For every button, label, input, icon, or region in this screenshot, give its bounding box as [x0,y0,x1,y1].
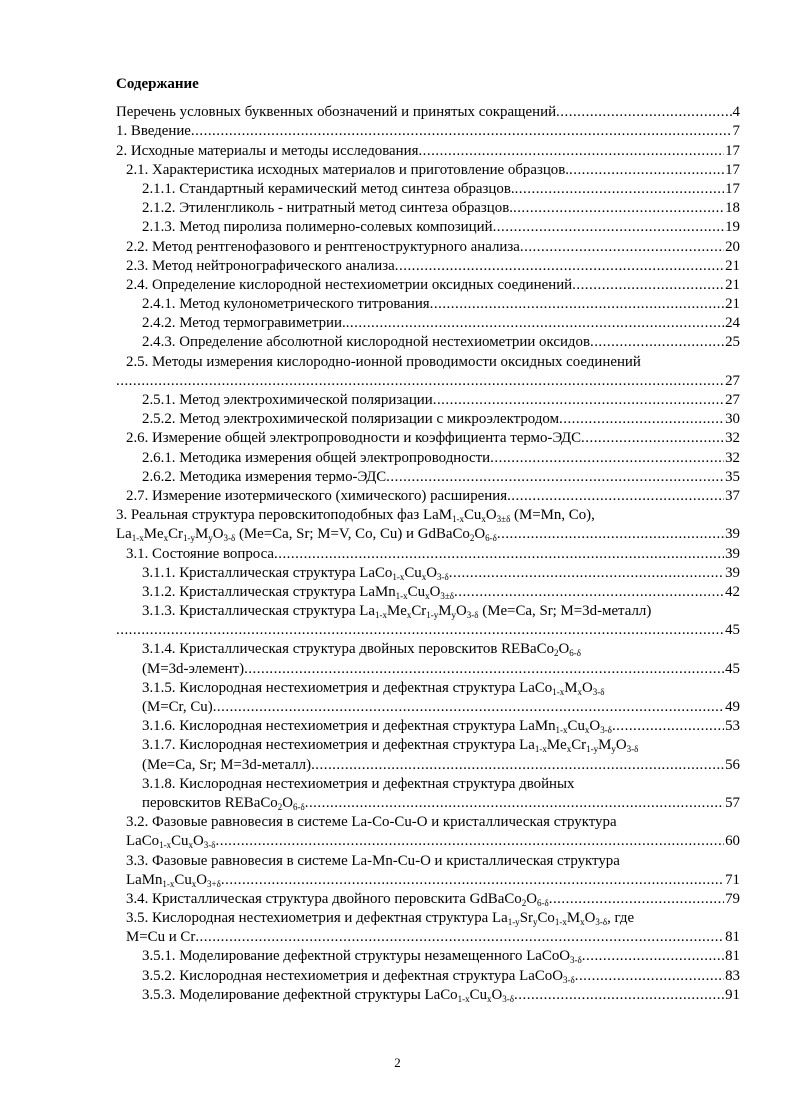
toc-entry-continuation[interactable]: M=Cu и Cr ..... 81 [116,928,740,947]
toc-entry[interactable]: 3.1.1. Кристаллическая структура $LaCo_{1-x}Cu_xO_{3-\delta}$ ..... 39 [116,564,740,583]
formula: $La_{1-x}Me_xCr_{1-y}M_yO_{3-\delta}$ [116,526,236,544]
formula: LaCoO$_{3-\delta}$ [519,967,575,985]
toc-entry[interactable]: 2.4.1. Метод кулонометрического титрования ..... 21 [116,295,740,314]
toc-entry[interactable]: 3.1.7. Кислородная нестехиометрия и дефектная структура $La_{1-x}Me_xCr_{1-y}M_yO_{3-\delta}$ [142,737,639,755]
formula: $LaMn_{1-x}Cu_xO_{3-\delta}$ [519,718,612,736]
toc-entry[interactable]: 2.6.1. Методика измерения общей электропроводности ..... 32 [116,448,740,467]
toc-entry-continuation[interactable]: $La_{1-x}Me_xCr_{1-y}M_yO_{3-\delta}$ (Me=Ca, Sr; M=V, Co, Cu) и $GdBaCo_2O_{6-\delta}$ ..... 39 [116,525,740,544]
toc-entry[interactable]: Перечень условных буквенных обозначений и принятых сокращений ..... 4 [116,103,740,122]
toc-entry[interactable]: 3.5. Кислородная нестехиометрия и дефектная структура $La_{1-y}Sr_yCo_{1-x}M_xO_{3-\delta}$, где [126,910,635,928]
formula: $LaMn_{1-x}Cu_xO_{3+\delta}$ [126,871,221,889]
toc-entry[interactable]: 2.6. Измерение общей электропроводности и коэффициента термо-ЭДС ..... 32 [116,429,740,448]
toc-entry[interactable]: 2.4. Определение кислородной нестехиометрии оксидных соединений ..... 21 [116,276,740,295]
toc-entry[interactable]: 3.1. Состояние вопроса ..... 39 [116,544,740,563]
toc-entry[interactable]: 2.5.1. Метод электрохимической поляризации ..... 27 [116,391,740,410]
formula: $LaCo_{1-x}Cu_xO_{3-\delta}$ [126,833,216,851]
toc-entry[interactable]: 2.1.2. Этиленгликоль - нитратный метод синтеза образцов. ..... 18 [116,199,740,218]
toc-entry[interactable]: 3.5.1. Моделирование дефектной структуры незамещенного LaCoO$_{3-\delta}$ ..... 81 [116,947,740,966]
toc-entry[interactable]: 2.4.2. Метод термогравиметрии. ..... 24 [116,314,740,333]
page-number: 2 [394,1055,401,1070]
formula: $REBaCo_2O_{6-\delta}$ [501,641,582,659]
toc-title: Содержание [116,76,199,92]
formula: $La_{1-x}Me_xCr_{1-y}M_yO_{3-\delta}$ [519,737,639,755]
toc-entry-continuation[interactable]: (Me=Ca, Sr; M=3d-металл) ..... 56 [116,755,740,774]
toc-entry[interactable]: 2.1. Характеристика исходных материалов и приготовление образцов. ..... 17 [116,161,740,180]
toc-entry[interactable]: 3. Реальная структура перовскитоподобных фаз $LaM_{1-x}Cu_xO_{3\pm\delta}$ (M=Mn, Co), [116,507,595,525]
toc-entry[interactable]: 2.4.3. Определение абсолютной кислородной нестехиометрии оксидов ..... 25 [116,333,740,352]
table-of-contents [116,103,740,1005]
toc-entry[interactable]: 3.5.3. Моделирование дефектной структуры $LaCo_{1-x}Cu_xO_{3-\delta}$ ..... 91 [116,986,740,1005]
toc-entry-continuation[interactable]: ..... 27 [116,372,740,391]
toc-entry[interactable]: 3.1.3. Кристаллическая структура $La_{1-x}Me_xCr_{1-y}M_yO_{3-\delta}$ (Me=Ca, Sr; M=3d-металл) [142,603,652,621]
toc-entry[interactable]: 2.7. Измерение изотермического (химического) расширения ..... 37 [116,487,740,506]
formula: $LaCo_{1-x}Cu_xO_{3-\delta}$ [359,564,449,582]
formula: $LaM_{1-x}Cu_xO_{3\pm\delta}$ [423,507,511,525]
toc-entry[interactable]: 2. Исходные материалы и методы исследования ..... 17 [116,141,740,160]
toc-entry[interactable]: 3.1.4. Кристаллическая структура двойных перовскитов $REBaCo_2O_{6-\delta}$ [142,641,582,659]
formula: $LaMn_{1-x}Cu_xO_{3\pm\delta}$ [359,583,455,601]
toc-entry[interactable]: 3.4. Кристаллическая структура двойного перовскита $GdBaCo_2O_{6-\delta}$ ..... 79 [116,890,740,909]
toc-entry-continuation[interactable]: перовскитов $REBaCo_2O_{6-\delta}$ ..... 57 [116,794,740,813]
formula: $La_{1-y}Sr_yCo_{1-x}M_xO_{3-\delta}$ [491,910,608,928]
toc-entry-continuation[interactable]: (M=Cr, Cu) ..... 49 [116,698,740,717]
formula: $LaCo_{1-x}Cu_xO_{3-\delta}$ [424,986,515,1004]
toc-entry[interactable]: 3.1.8. Кислородная нестехиометрия и дефектная структура двойных [142,775,575,792]
toc-entry[interactable]: 2.1.1. Стандартный керамический метод синтеза образцов. ..... 17 [116,180,740,199]
toc-entry[interactable]: 3.2. Фазовые равновесия в системе La-Co-Cu-O и кристаллическая структура [126,814,617,831]
toc-entry[interactable]: 3.1.6. Кислородная нестехиометрия и дефектная структура $LaMn_{1-x}Cu_xO_{3-\delta}$ ..... 53 [116,717,740,736]
toc-entry[interactable]: 2.3. Метод нейтронографического анализа ..... 21 [116,257,740,276]
toc-entry-continuation[interactable]: ..... 45 [116,621,740,640]
toc-entry[interactable]: 2.1.3. Метод пиролиза полимерно-солевых композиций ..... 19 [116,218,740,237]
toc-entry-continuation[interactable]: (M=3d-элемент) ..... 45 [116,659,740,678]
toc-entry[interactable]: 2.6.2. Методика измерения термо-ЭДС ..... 35 [116,468,740,487]
formula: LaCoO$_{3-\delta}$ [526,948,582,966]
toc-entry[interactable]: 2.2. Метод рентгенофазового и рентгеноструктурного анализа ..... 20 [116,237,740,256]
formula: $LaCo_{1-x}M_xO_{3-\delta}$ [519,679,605,697]
formula: $REBaCo_2O_{6-\delta}$ [224,794,305,812]
toc-entry[interactable]: 3.1.5. Кислородная нестехиометрия и дефектная структура $LaCo_{1-x}M_xO_{3-\delta}$ [142,679,605,697]
toc-entry[interactable]: 2.5.2. Метод электрохимической поляризации с микроэлектродом ..... 30 [116,410,740,429]
toc-entry[interactable]: 3.3. Фазовые равновесия в системе La-Mn-Cu-O и кристаллическая структура [126,852,620,869]
formula: $GdBaCo_2O_{6-\delta}$ [417,526,497,544]
toc-entry[interactable]: 3.5.2. Кислородная нестехиометрия и дефектная структура LaCoO$_{3-\delta}$ ..... 83 [116,966,740,985]
toc-entry-continuation[interactable]: $LaMn_{1-x}Cu_xO_{3+\delta}$ ..... 71 [116,871,740,890]
toc-entry[interactable]: 1. Введение ..... 7 [116,122,740,141]
toc-entry[interactable]: 2.5. Методы измерения кислородно-ионной проводимости оксидных соединений [126,353,641,370]
formula: $GdBaCo_2O_{6-\delta}$ [469,890,549,908]
formula: $La_{1-x}Me_xCr_{1-y}M_yO_{3-\delta}$ [359,603,479,621]
toc-entry[interactable]: 3.1.2. Кристаллическая структура $LaMn_{1-x}Cu_xO_{3\pm\delta}$ ..... 42 [116,583,740,602]
toc-entry-continuation[interactable]: $LaCo_{1-x}Cu_xO_{3-\delta}$ ..... 60 [116,832,740,851]
